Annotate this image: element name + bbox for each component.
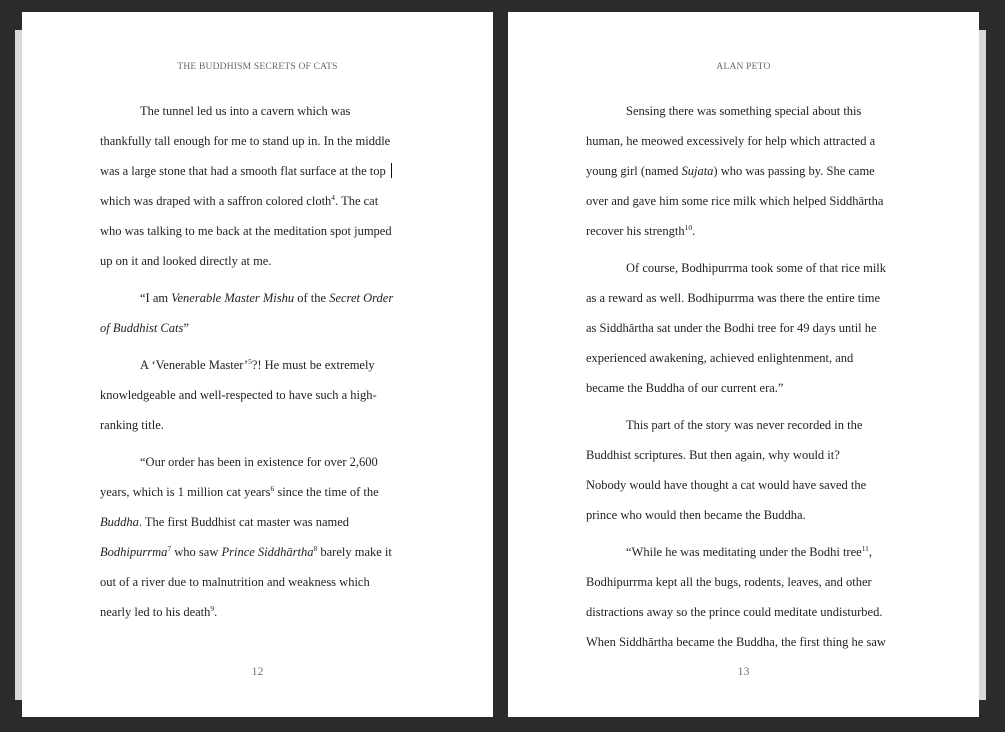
text-run: Nobody would have thought a cat would have saved the (586, 478, 867, 492)
text-line (586, 440, 904, 470)
paragraph (586, 253, 904, 403)
text-run: since the time of the (274, 485, 379, 499)
text-run: experienced awakening, achieved enlightenment, and (586, 351, 854, 365)
text-run: Prince Siddhārtha (221, 545, 314, 559)
text-run: Venerable Master Mishu (171, 291, 295, 305)
text-line (586, 410, 904, 440)
text-line (100, 507, 410, 537)
text-run: ?! He must be extremely (251, 358, 375, 372)
text-run: ” (183, 321, 189, 335)
paragraph (100, 96, 410, 276)
text-run: The tunnel led us into a cavern which was (140, 104, 351, 118)
text-line (586, 186, 904, 216)
text-run: . (692, 224, 696, 238)
text-line (100, 126, 410, 156)
text-run: Sujata (681, 164, 714, 178)
footnote-ref: 7 (167, 543, 172, 553)
paragraph (100, 283, 410, 343)
text-run: nearly led to his death (100, 605, 211, 619)
text-run: over and gave him some rice milk which helped Siddhārtha (586, 194, 884, 208)
right-page[interactable] (508, 12, 979, 717)
text-line (100, 567, 410, 597)
text-run: Sensing there was something special about this (626, 104, 862, 118)
footnote-ref: 4 (331, 192, 336, 202)
text-line (100, 537, 410, 567)
text-run: Of course, Bodhipurrma took some of that rice milk (626, 261, 887, 275)
text-run: When Siddhārtha became the Buddha, the first thing he saw (586, 635, 886, 649)
text-run: as a reward as well. Bodhipurrma was there the entire time (586, 291, 880, 305)
text-run: ) who was passing by. She came (713, 164, 875, 178)
page-stack-edge-right (978, 30, 986, 700)
text-run: Bodhipurrma kept all the bugs, rodents, leaves, and other (586, 575, 872, 589)
text-run: barely make it (317, 545, 392, 559)
text-run: This part of the story was never recorded in the (626, 418, 863, 432)
text-line (100, 477, 410, 507)
footnote-ref: 8 (313, 543, 318, 553)
text-run: Buddhist scriptures. But then again, why would it? (586, 448, 840, 462)
text-line (100, 96, 410, 126)
page-body[interactable] (100, 96, 410, 634)
text-line (100, 380, 410, 410)
text-run: became the Buddha of our current era.” (586, 381, 784, 395)
text-run: “Our order has been in existence for over 2,600 (140, 455, 378, 469)
text-run: up on it and looked directly at me. (100, 254, 272, 268)
text-line (100, 156, 410, 186)
text-line (100, 186, 410, 216)
text-run: young girl (named (586, 164, 682, 178)
paragraph (586, 537, 904, 657)
text-run: recover his strength (586, 224, 685, 238)
text-line (586, 500, 904, 530)
text-run: knowledgeable and well-respected to have such a high- (100, 388, 377, 402)
text-line (586, 373, 904, 403)
text-run: distractions away so the prince could meditate undisturbed. (586, 605, 883, 619)
text-line (100, 597, 410, 627)
text-run: which was draped with a saffron colored cloth (100, 194, 332, 208)
running-header: THE BUDDHISM SECRETS OF CATS (177, 62, 338, 72)
text-run: . The first Buddhist cat master was named (138, 515, 350, 529)
text-run: , (868, 545, 873, 559)
text-run: was a large stone that had a smooth flat surface at the top (100, 164, 386, 178)
text-line (586, 627, 904, 657)
text-run: who saw (171, 545, 222, 559)
text-run: . (214, 605, 218, 619)
footnote-ref: 5 (248, 356, 252, 366)
footnote-ref: 11 (861, 543, 869, 553)
text-line (586, 597, 904, 627)
text-run: ranking title. (100, 418, 164, 432)
text-line (586, 567, 904, 597)
left-page[interactable] (22, 12, 493, 717)
text-line (586, 313, 904, 343)
text-run: “I am (140, 291, 172, 305)
text-line (586, 343, 904, 373)
text-run: of Buddhist Cats (100, 321, 184, 335)
text-line (586, 96, 904, 126)
text-run: of the (294, 291, 330, 305)
text-line (100, 410, 410, 440)
text-line (586, 283, 904, 313)
text-line (100, 313, 410, 343)
text-line (586, 216, 904, 246)
text-run: human, he meowed excessively for help which attracted a (586, 134, 876, 148)
paragraph (586, 410, 904, 530)
text-line (100, 216, 410, 246)
text-run: prince who would then became the Buddha. (586, 508, 806, 522)
text-run: who was talking to me back at the meditation spot jumped (100, 224, 392, 238)
page-number: 13 (737, 664, 750, 678)
page-body[interactable] (586, 96, 904, 664)
text-run: out of a river due to malnutrition and weakness which (100, 575, 370, 589)
text-line (586, 537, 904, 567)
text-line (100, 350, 410, 380)
text-run: “While he was meditating under the Bodhi tree (626, 545, 862, 559)
text-run: Buddha (100, 515, 139, 529)
paragraph (100, 447, 410, 627)
text-cursor (391, 163, 392, 178)
footnote-ref: 10 (684, 222, 693, 232)
text-line (100, 246, 410, 276)
paragraph (586, 96, 904, 246)
text-run: as Siddhārtha sat under the Bodhi tree for 49 days until he (586, 321, 877, 335)
footnote-ref: 6 (270, 483, 275, 493)
text-line (100, 447, 410, 477)
text-line (586, 156, 904, 186)
text-line (586, 470, 904, 500)
running-header: ALAN PETO (716, 62, 771, 72)
text-run: Secret Order (329, 291, 394, 305)
text-line (586, 253, 904, 283)
text-run: Bodhipurrma (100, 545, 168, 559)
page-number: 12 (251, 664, 264, 678)
text-run: . The cat (335, 194, 379, 208)
footnote-ref: 9 (210, 603, 215, 613)
text-line (586, 126, 904, 156)
text-run: thankfully tall enough for me to stand up in. In the middle (100, 134, 391, 148)
text-run: years, which is 1 million cat years (100, 485, 271, 499)
text-run: A ‘Venerable Master’ (140, 358, 249, 372)
text-line (100, 283, 410, 313)
paragraph (100, 350, 410, 440)
